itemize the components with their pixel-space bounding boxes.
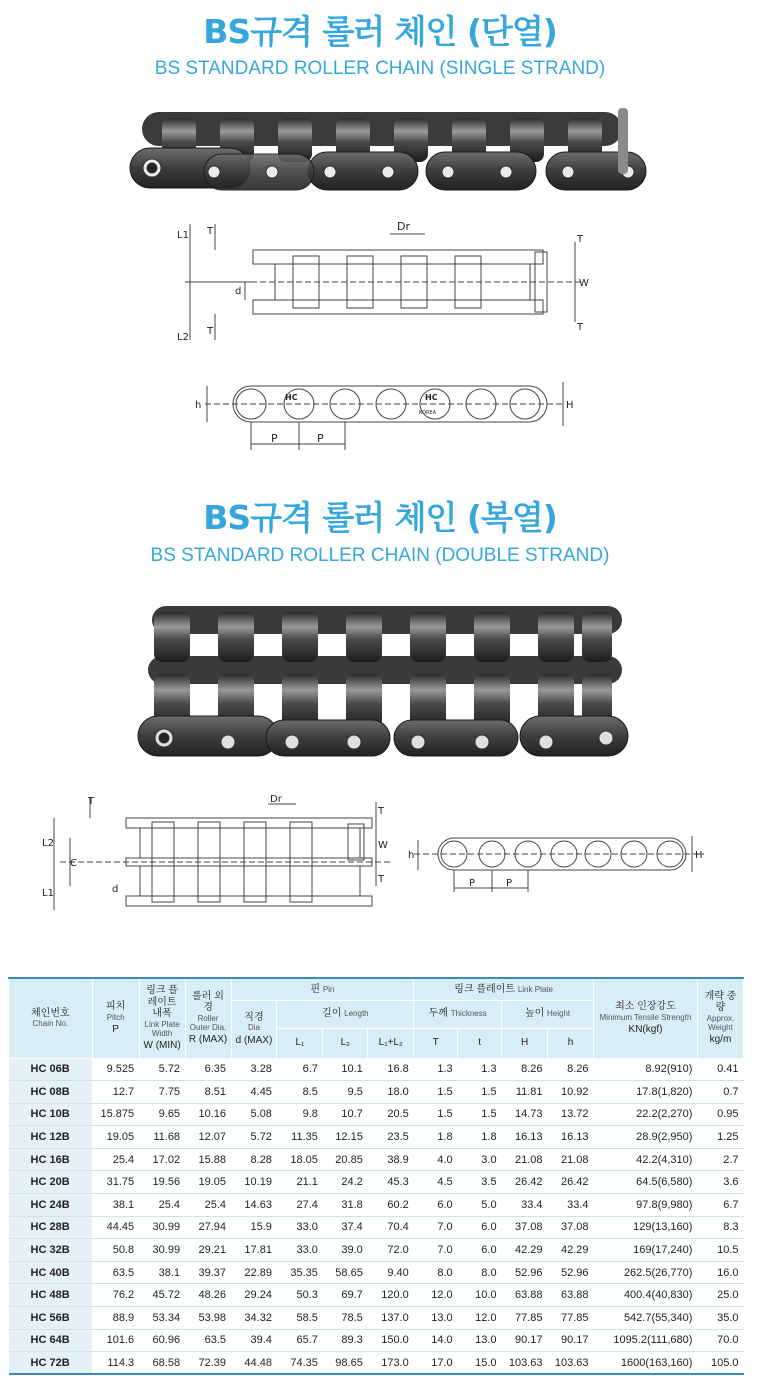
table-cell: 8.26: [502, 1058, 548, 1081]
single-strand-side-view-drawing: [195, 372, 575, 454]
chain-no-cell: HC 32B: [9, 1239, 93, 1262]
table-cell: 38.1: [139, 1261, 185, 1284]
table-cell: 6.35: [185, 1058, 231, 1081]
chain-no-cell: HC 08B: [9, 1081, 93, 1104]
table-cell: 13.0: [414, 1307, 458, 1330]
table-cell: 101.6: [92, 1329, 139, 1352]
table-row: [9, 1081, 744, 1104]
th-height: 높이 Height: [502, 1000, 594, 1028]
spec-table: [8, 977, 744, 1375]
th-pin: 핀 Pin: [231, 978, 414, 1000]
table-cell: 14.63: [231, 1194, 277, 1217]
dim-t1-double: T: [88, 796, 95, 807]
table-cell: 70.0: [697, 1329, 743, 1352]
table-cell: 10.7: [323, 1103, 368, 1126]
th-h: h: [548, 1028, 594, 1058]
chain-no-cell: HC 20B: [9, 1171, 93, 1194]
table-cell: 4.5: [414, 1171, 458, 1194]
table-cell: 12.0: [414, 1284, 458, 1307]
table-cell: 45.72: [139, 1284, 185, 1307]
single-strand-top-view-drawing: [175, 212, 595, 352]
table-cell: 98.65: [323, 1352, 368, 1375]
table-cell: 72.39: [185, 1352, 231, 1375]
table-cell: 17.02: [139, 1148, 185, 1171]
table-cell: 15.875: [92, 1103, 139, 1126]
table-cell: 1.5: [458, 1081, 502, 1104]
chain-no-cell: HC 40B: [9, 1261, 93, 1284]
dim-pitch-2-double: P: [506, 878, 513, 889]
table-cell: 90.17: [548, 1329, 594, 1352]
table-cell: 17.81: [231, 1239, 277, 1262]
table-cell: 6.0: [458, 1216, 502, 1239]
table-row: [9, 1171, 744, 1194]
table-cell: 150.0: [368, 1329, 414, 1352]
chain-no-cell: HC 24B: [9, 1194, 93, 1217]
table-cell: 9.5: [323, 1081, 368, 1104]
table-cell: 1.3: [414, 1058, 458, 1081]
table-cell: 33.0: [277, 1216, 323, 1239]
table-cell: 103.63: [502, 1352, 548, 1375]
table-cell: 3.28: [231, 1058, 277, 1081]
dim-l2-double: L2: [42, 838, 54, 849]
table-cell: 1.3: [458, 1058, 502, 1081]
table-cell: 8.92(910): [594, 1058, 698, 1081]
table-cell: 11.81: [502, 1081, 548, 1104]
table-cell: 7.0: [414, 1216, 458, 1239]
table-cell: 4.45: [231, 1081, 277, 1104]
th-l2: L₂: [323, 1028, 368, 1058]
table-cell: 15.88: [185, 1148, 231, 1171]
table-cell: 16.8: [368, 1058, 414, 1081]
table-cell: 5.08: [231, 1103, 277, 1126]
double-strand-chain-photo: [132, 598, 632, 758]
table-cell: 64.5(6,580): [594, 1171, 698, 1194]
th-l1l2: L₁+L₂: [368, 1028, 414, 1058]
table-cell: 63.88: [548, 1284, 594, 1307]
table-cell: 12.7: [92, 1081, 139, 1104]
table-cell: 137.0: [368, 1307, 414, 1330]
table-cell: 9.40: [368, 1261, 414, 1284]
table-cell: 69.7: [323, 1284, 368, 1307]
plate-brand-2: HC: [425, 393, 438, 402]
th-thickness: 두께 Thickness: [414, 1000, 502, 1028]
dim-t2: T: [207, 326, 214, 337]
table-cell: 22.2(2,270): [594, 1103, 698, 1126]
table-cell: 29.24: [231, 1284, 277, 1307]
table-cell: 1600(163,160): [594, 1352, 698, 1375]
table-cell: 10.0: [458, 1284, 502, 1307]
dim-d-double: d: [112, 884, 119, 895]
table-cell: 90.17: [502, 1329, 548, 1352]
table-cell: 17.0: [414, 1352, 458, 1375]
dim-h-upper: H: [566, 400, 574, 411]
table-cell: 21.08: [502, 1148, 548, 1171]
table-cell: 1.5: [414, 1103, 458, 1126]
table-row: [9, 1148, 744, 1171]
th-width: 링크 플레이트 내폭 Link Plate Width W (MIN): [139, 978, 185, 1058]
chain-no-cell: HC 64B: [9, 1329, 93, 1352]
table-cell: 8.0: [414, 1261, 458, 1284]
table-cell: 77.85: [548, 1307, 594, 1330]
table-cell: 39.4: [231, 1329, 277, 1352]
table-cell: 70.4: [368, 1216, 414, 1239]
table-cell: 8.3: [697, 1216, 743, 1239]
table-cell: 9.65: [139, 1103, 185, 1126]
dim-dr-double: Dr: [270, 794, 282, 805]
table-row: [9, 1194, 744, 1217]
chain-no-cell: HC 56B: [9, 1307, 93, 1330]
dim-pitch-2: P: [317, 432, 324, 445]
table-cell: 89.3: [323, 1329, 368, 1352]
table-row: [9, 1103, 744, 1126]
table-cell: 35.35: [277, 1261, 323, 1284]
table-row: [9, 1352, 744, 1375]
th-l1: L₁: [277, 1028, 323, 1058]
table-cell: 9.8: [277, 1103, 323, 1126]
chain-no-cell: HC 28B: [9, 1216, 93, 1239]
dim-l1: L1: [177, 230, 189, 241]
table-cell: 42.29: [502, 1239, 548, 1262]
dim-c-double: C: [70, 858, 77, 869]
plate-country: KOREA: [419, 410, 436, 416]
table-cell: 8.51: [185, 1081, 231, 1104]
chain-no-cell: HC 72B: [9, 1352, 93, 1375]
table-cell: 542.7(55,340): [594, 1307, 698, 1330]
table-cell: 13.0: [458, 1329, 502, 1352]
table-cell: 10.16: [185, 1103, 231, 1126]
table-cell: 10.92: [548, 1081, 594, 1104]
table-cell: 0.7: [697, 1081, 743, 1104]
table-cell: 27.4: [277, 1194, 323, 1217]
dim-l2: L2: [177, 332, 189, 343]
table-row: [9, 1058, 744, 1081]
table-cell: 37.08: [548, 1216, 594, 1239]
table-cell: 63.5: [92, 1261, 139, 1284]
table-cell: 14.73: [502, 1103, 548, 1126]
th-pin-length: 길이 Length: [277, 1000, 414, 1028]
table-cell: 12.07: [185, 1126, 231, 1149]
table-cell: 105.0: [697, 1352, 743, 1375]
table-cell: 60.96: [139, 1329, 185, 1352]
table-cell: 27.94: [185, 1216, 231, 1239]
chain-no-cell: HC 12B: [9, 1126, 93, 1149]
table-cell: 37.4: [323, 1216, 368, 1239]
plate-brand: HC: [285, 393, 298, 402]
table-cell: 31.8: [323, 1194, 368, 1217]
dim-w-double: W: [378, 840, 388, 851]
table-row: [9, 1307, 744, 1330]
table-cell: 1.8: [414, 1126, 458, 1149]
table-cell: 0.41: [697, 1058, 743, 1081]
table-cell: 38.9: [368, 1148, 414, 1171]
table-cell: 53.34: [139, 1307, 185, 1330]
table-cell: 78.5: [323, 1307, 368, 1330]
table-cell: 38.1: [92, 1194, 139, 1217]
spec-table-body: [9, 1058, 744, 1374]
table-cell: 12.0: [458, 1307, 502, 1330]
table-cell: 10.1: [323, 1058, 368, 1081]
table-cell: 19.05: [92, 1126, 139, 1149]
table-cell: 8.28: [231, 1148, 277, 1171]
table-cell: 103.63: [548, 1352, 594, 1375]
table-cell: 34.32: [231, 1307, 277, 1330]
th-T: T: [414, 1028, 458, 1058]
dim-t2-double: T: [378, 806, 385, 817]
dim-dr: Dr: [397, 220, 410, 233]
table-cell: 18.05: [277, 1148, 323, 1171]
table-cell: 11.35: [277, 1126, 323, 1149]
dim-t3-double: T: [378, 874, 385, 885]
table-cell: 97.8(9,980): [594, 1194, 698, 1217]
dim-pitch-1: P: [271, 432, 278, 445]
table-cell: 88.9: [92, 1307, 139, 1330]
table-cell: 74.35: [277, 1352, 323, 1375]
th-roller: 롤러 외경 Roller Outer Dia. R (MAX): [185, 978, 231, 1058]
dim-l1-double: L1: [42, 888, 54, 899]
table-cell: 33.4: [548, 1194, 594, 1217]
table-cell: 31.75: [92, 1171, 139, 1194]
table-cell: 25.4: [185, 1194, 231, 1217]
th-pitch: 피치 Pitch P: [92, 978, 139, 1058]
table-cell: 8.5: [277, 1081, 323, 1104]
chain-no-cell: HC 16B: [9, 1148, 93, 1171]
table-cell: 262.5(26,770): [594, 1261, 698, 1284]
dim-h-upper-double: H: [695, 850, 703, 861]
table-row: [9, 1126, 744, 1149]
table-cell: 25.0: [697, 1284, 743, 1307]
single-strand-title-en: BS STANDARD ROLLER CHAIN (SINGLE STRAND): [154, 58, 606, 79]
single-strand-chain-photo: [122, 100, 650, 200]
table-cell: 129(13,160): [594, 1216, 698, 1239]
table-row: [9, 1284, 744, 1307]
table-cell: 25.4: [139, 1194, 185, 1217]
double-strand-top-view-drawing: [40, 792, 400, 922]
th-pin-dia: 직경 Dia d (MAX): [231, 1000, 277, 1058]
table-cell: 22.89: [231, 1261, 277, 1284]
th-weight: 개략 중량 Approx. Weight kg/m: [697, 978, 743, 1058]
table-cell: 5.72: [139, 1058, 185, 1081]
table-row: [9, 1329, 744, 1352]
table-cell: 37.08: [502, 1216, 548, 1239]
table-cell: 68.58: [139, 1352, 185, 1375]
dim-h-double: h: [408, 850, 415, 861]
dim-t4: T: [577, 322, 584, 333]
dim-w: W: [579, 278, 589, 289]
th-H: H: [502, 1028, 548, 1058]
table-cell: 1.8: [458, 1126, 502, 1149]
table-cell: 77.85: [502, 1307, 548, 1330]
table-cell: 44.45: [92, 1216, 139, 1239]
table-cell: 2.7: [697, 1148, 743, 1171]
table-cell: 58.65: [323, 1261, 368, 1284]
table-row: [9, 1261, 744, 1284]
table-cell: 50.8: [92, 1239, 139, 1262]
dim-d: d: [235, 286, 242, 297]
table-cell: 120.0: [368, 1284, 414, 1307]
table-cell: 3.0: [458, 1148, 502, 1171]
double-strand-title-kr: BS규격 롤러 체인 (복열): [203, 498, 557, 537]
table-cell: 169(17,240): [594, 1239, 698, 1262]
chain-no-cell: HC 10B: [9, 1103, 93, 1126]
table-cell: 50.3: [277, 1284, 323, 1307]
table-cell: 21.08: [548, 1148, 594, 1171]
table-cell: 42.29: [548, 1239, 594, 1262]
table-cell: 15.0: [458, 1352, 502, 1375]
table-cell: 21.1: [277, 1171, 323, 1194]
table-cell: 1.25: [697, 1126, 743, 1149]
table-cell: 0.95: [697, 1103, 743, 1126]
table-cell: 65.7: [277, 1329, 323, 1352]
table-cell: 42.2(4,310): [594, 1148, 698, 1171]
th-chain-no: 체인번호 Chain No.: [9, 978, 93, 1058]
table-cell: 72.0: [368, 1239, 414, 1262]
table-cell: 114.3: [92, 1352, 139, 1375]
table-row: [9, 1216, 744, 1239]
table-cell: 33.0: [277, 1239, 323, 1262]
table-cell: 63.88: [502, 1284, 548, 1307]
th-tensile: 최소 인장강도 Minimum Tensile Strength KN(kgf): [594, 978, 698, 1058]
table-cell: 30.99: [139, 1239, 185, 1262]
table-cell: 14.0: [414, 1329, 458, 1352]
table-cell: 20.5: [368, 1103, 414, 1126]
table-cell: 16.13: [548, 1126, 594, 1149]
table-cell: 5.72: [231, 1126, 277, 1149]
table-cell: 39.37: [185, 1261, 231, 1284]
table-cell: 3.5: [458, 1171, 502, 1194]
table-cell: 35.0: [697, 1307, 743, 1330]
table-cell: 13.72: [548, 1103, 594, 1126]
chain-no-cell: HC 48B: [9, 1284, 93, 1307]
th-link-plate: 링크 플레이트 Link Plate: [414, 978, 594, 1000]
table-cell: 10.19: [231, 1171, 277, 1194]
table-cell: 11.68: [139, 1126, 185, 1149]
table-cell: 45.3: [368, 1171, 414, 1194]
table-cell: 52.96: [548, 1261, 594, 1284]
table-cell: 16.13: [502, 1126, 548, 1149]
table-cell: 24.2: [323, 1171, 368, 1194]
double-strand-title-en: BS STANDARD ROLLER CHAIN (DOUBLE STRAND): [150, 545, 610, 566]
table-cell: 28.9(2,950): [594, 1126, 698, 1149]
table-cell: 10.5: [697, 1239, 743, 1262]
table-cell: 6.0: [458, 1239, 502, 1262]
table-cell: 17.8(1,820): [594, 1081, 698, 1104]
table-cell: 76.2: [92, 1284, 139, 1307]
table-cell: 12.15: [323, 1126, 368, 1149]
table-cell: 20.85: [323, 1148, 368, 1171]
table-cell: 52.96: [502, 1261, 548, 1284]
dim-t3: T: [577, 234, 584, 245]
table-cell: 16.0: [697, 1261, 743, 1284]
table-cell: 8.0: [458, 1261, 502, 1284]
table-cell: 26.42: [502, 1171, 548, 1194]
table-cell: 15.9: [231, 1216, 277, 1239]
double-strand-side-view-drawing: [408, 832, 708, 896]
table-row: [9, 1239, 744, 1262]
table-cell: 4.0: [414, 1148, 458, 1171]
table-cell: 173.0: [368, 1352, 414, 1375]
single-strand-title-kr: BS규격 롤러 체인 (단열): [203, 12, 557, 51]
table-cell: 53.98: [185, 1307, 231, 1330]
table-cell: 1.5: [458, 1103, 502, 1126]
table-cell: 7.0: [414, 1239, 458, 1262]
table-cell: 6.7: [697, 1194, 743, 1217]
table-cell: 63.5: [185, 1329, 231, 1352]
table-cell: 23.5: [368, 1126, 414, 1149]
table-cell: 8.26: [548, 1058, 594, 1081]
table-cell: 5.0: [458, 1194, 502, 1217]
table-cell: 9.525: [92, 1058, 139, 1081]
table-cell: 26.42: [548, 1171, 594, 1194]
table-cell: 33.4: [502, 1194, 548, 1217]
table-cell: 19.05: [185, 1171, 231, 1194]
dim-h: h: [195, 400, 202, 411]
chain-no-cell: HC 06B: [9, 1058, 93, 1081]
table-cell: 3.6: [697, 1171, 743, 1194]
table-cell: 1.5: [414, 1081, 458, 1104]
dim-t1: T: [207, 226, 214, 237]
table-cell: 30.99: [139, 1216, 185, 1239]
table-cell: 58.5: [277, 1307, 323, 1330]
table-cell: 6.7: [277, 1058, 323, 1081]
table-cell: 39.0: [323, 1239, 368, 1262]
table-cell: 400.4(40,830): [594, 1284, 698, 1307]
th-t: t: [458, 1028, 502, 1058]
table-cell: 6.0: [414, 1194, 458, 1217]
table-cell: 7.75: [139, 1081, 185, 1104]
table-cell: 44.48: [231, 1352, 277, 1375]
table-cell: 29.21: [185, 1239, 231, 1262]
table-cell: 25.4: [92, 1148, 139, 1171]
table-cell: 48.26: [185, 1284, 231, 1307]
table-cell: 1095.2(111,680): [594, 1329, 698, 1352]
table-cell: 19.56: [139, 1171, 185, 1194]
table-cell: 18.0: [368, 1081, 414, 1104]
table-cell: 60.2: [368, 1194, 414, 1217]
dim-pitch-1-double: P: [469, 878, 476, 889]
